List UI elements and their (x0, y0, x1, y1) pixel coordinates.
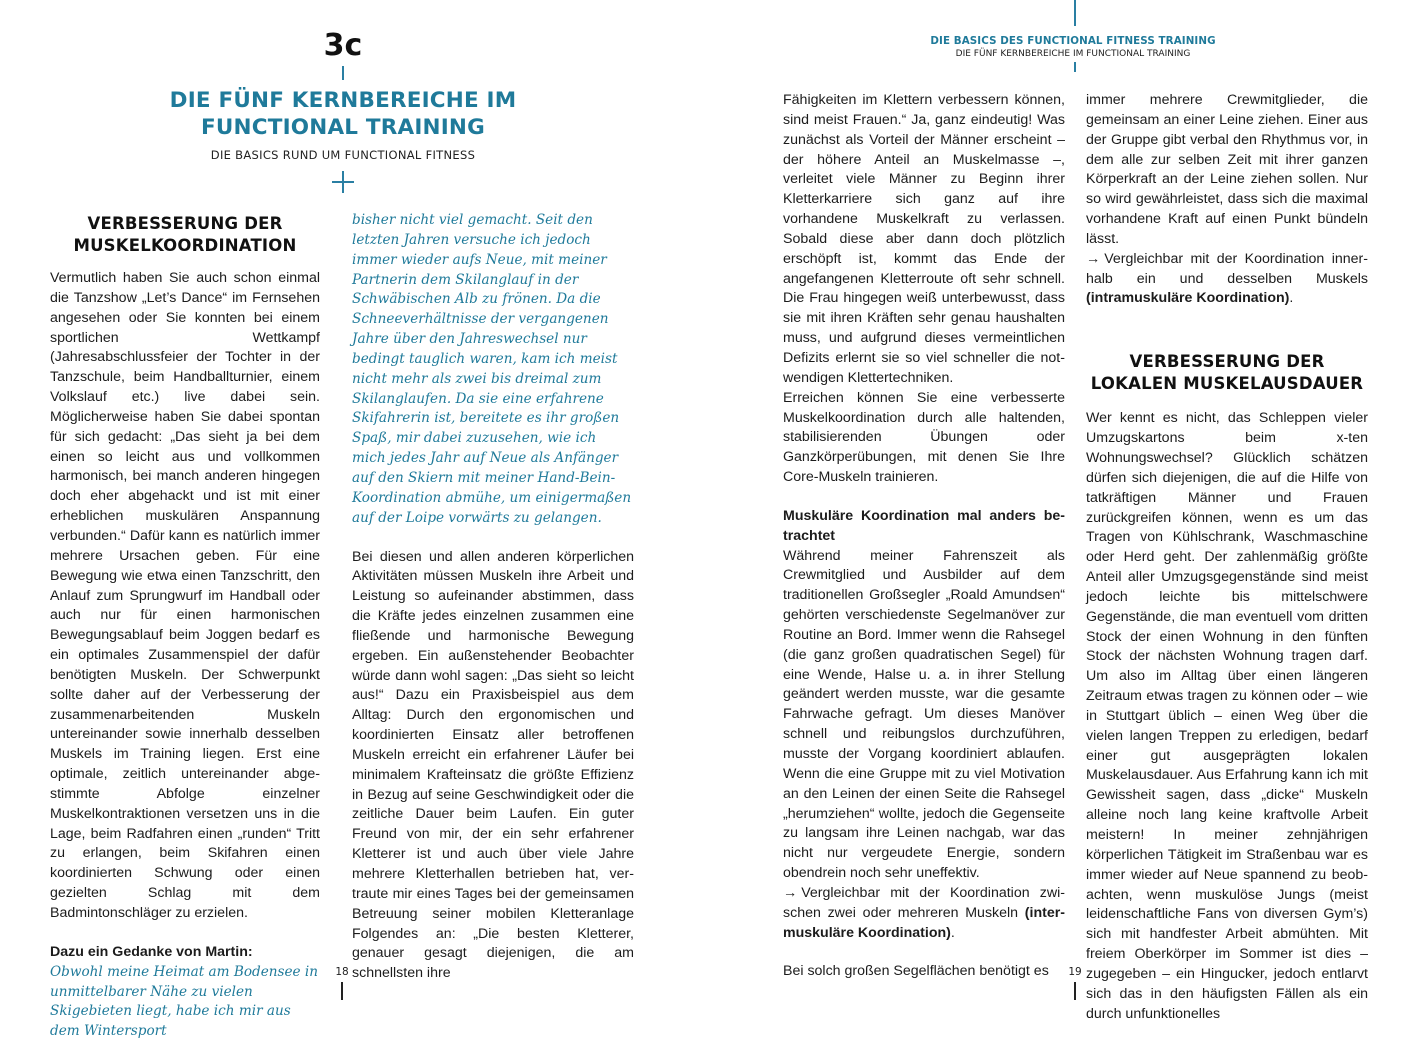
heading-line: VERBESSERUNG DER (87, 214, 283, 233)
arrow-note-bold: (intramuskuläre Koordination) (1086, 290, 1290, 307)
left-page (0, 0, 708, 1040)
body-paragraph: Vermutlich haben Sie auch schon einmal die Tanzshow „Let’s Dance“ im Fernsehen angesehen oder Sie konnten bei einem sportlichen Wettkampf (Jahresabschlussfeier der Tochter in der Tanzschule, beim Handballturnier, einem Volkslauf etc.) live dabei sein. Möglicherweise haben Sie dabei spontan für sich gedacht: „Das sieht ja bei dem einen so leicht aus und vollkommen harmonisch, bei manch anderen hingegen doch eher abgehackt und ist mit einer erheblichen muskulären Anspannung verbunden.“ Dafür kann es natürlich immer mehrere Ursachen geben. Für eine Bewegung wie etwa einen Tanzschritt, den Anlauf zum Sprungwurf im Handball oder auch nur für einen harmonischen Bewegungsablauf beim Joggen bedarf es ein optimales Zusammenspiel der dafür benötigten Muskeln. Der Schwerpunkt sollte daher auf der Verbesserung der zusammenarbeitenden Muskeln untereinander sowie innerhalb desselben Muskels im Training liegen. Erst eine optimale, zeitlich untereinander abgestimmte Abfolge einzelner Muskelkontraktionen versetzen uns in die Lage, beim Radfahren einen „runden“ Tritt zu erlangen, beim Skifahren einen koordinierten Schwung oder einen gezielten Schlag mit dem Badmintonschläger zu erzielen. (50, 270, 320, 921)
heading-line: LOKALEN MUSKELAUSDAUER (1090, 374, 1364, 394)
page-number: 18 (335, 966, 349, 978)
running-head-line-bottom (1074, 62, 1076, 72)
body-paragraph: Erreichen können Sie eine verbesserte Muskelkoordination durch alle haltenden, stabilisierenden Übungen oder Ganzkörperübungen, mit denen Sie Ihre Core-Muskeln trainieren. (783, 389, 1065, 486)
chapter-title-line2: FUNCTIONAL TRAINING (201, 115, 485, 140)
martin-quote-continued: bisher nicht viel gemacht. Seit den letzten Jahren versuche ich jedoch immer wieder aufs Neue, mit meiner Partnerin dem Skilanglauf in der Schwäbischen Alb zu frönen. Da die Schneeverhältnisse der vergangenen Jahre über den Jahreswechsel nur bedingt tauglich waren, kam ich meist nicht mehr als zwei bis dreimal zum Skilanglaufen. Da sie eine erfahrene Skifahrerin ist, bereitete es ihr großen Spaß, mir dabei zuzusehen, wie ich mich jedes Jahr auf Neue als Anfänger auf den Skiern mit meiner Hand-Bein-Koordination abmühe, um einigermaßen auf der Loipe vorwärts zu gelangen. (352, 212, 632, 526)
running-head-line-top (1074, 0, 1076, 26)
running-head (918, 35, 1228, 59)
arrow-note-end: . (950, 924, 955, 941)
page-number-line (1074, 982, 1076, 1000)
left-column-1 (50, 213, 320, 1042)
section-heading-muskelausdauer (1086, 351, 1368, 395)
chapter-subtitle: DIE BASICS RUND UM FUNCTIONAL FITNESS (210, 148, 476, 162)
arrow-note (1086, 250, 1368, 310)
arrow-note-bold: (intermuskuläre Koordination) (783, 904, 1065, 941)
left-column-2 (352, 211, 634, 984)
body-paragraph: Fähigkeiten im Klettern verbessern können, sind meist Frauen.“ Ja, ganz eindeutig! Was zunächst als Vorteil der Männer erscheint – der höhere Anteil an Muskelmasse –, verleitet viele Männer zu Beginn ihrer Kletterkarriere sich ganz auf ihre vorhandene Muskelkraft zu verlassen. Sobald diese aber dann doch plötzlich erschöpft ist, kommt das Ende der angefangenen Kletterroute oft sehr schnell. Die Frau hingegen weiß unterbewusst, dass sie mit ihren Kräften sehr genau haushalten muss, und aufgrund dieses vermeintlichen Defizits erlernt sie so viel schneller die notwendigen Klettertechniken. (783, 92, 1065, 386)
arrow-note (783, 884, 1065, 944)
right-column-2 (1086, 91, 1368, 1024)
martin-quote: Obwohl meine Heimat am Bodensee in unmittelbarer Nähe zu vielen Skigebieten liegt, habe ich mir aus dem Wintersport (50, 963, 318, 1040)
chapter-number: 3c (323, 28, 363, 63)
body-paragraph: Bei solch großen Segelflächen benötigt es (783, 963, 1049, 980)
body-paragraph: Bei diesen und allen anderen körperlichen Aktivitäten müssen Muskeln ihre Arbeit und Leistung so aufeinander abstimmen, dass die Kräfte jedes einzelnen zusammen eine fließende und harmonische Bewegung ergeben. Ein außenstehender Beobachter würde dann wohl sagen: „Das sieht so leicht aus!“ Dazu ein Praxisbeispiel aus dem Alltag: Durch den ergonomischen und koordinierten Einsatz aller betroffenen Muskeln erreicht ein erfahrener Läufer bei minimalem Krafteinsatz die größte Effizienz in Bezug auf seine Geschwindigkeit oder die zeitliche Dauer beim Laufen. Ein guter Freund von mir, der ein sehr erfahrener Kletterer ist und auch über viele Jahre mehrere Kletterhallen betrieben hat, vertraute mir eines Tages bei der gemeinsamen Betreuung seiner mobilen Kletteranlage Folgendes an: „Die besten Kletterer, genauer gesagt diejenigen, die am schnellsten ihre (352, 548, 634, 982)
right-column-1 (783, 91, 1065, 982)
arrow-note-text: Vergleichbar mit der Koordination innerhalb ein und desselben Muskels (1086, 250, 1368, 287)
heading-line: VERBESSERUNG DER (1129, 352, 1325, 372)
martin-label: Dazu ein Gedanke von Martin: (50, 943, 253, 960)
arrow-note-text: Vergleichbar mit der Koordination zwischen zwei oder mehreren Muskeln (783, 884, 1065, 921)
chapter-title-line1: DIE FÜNF KERNBEREICHE IM (169, 88, 517, 113)
divider-line (342, 66, 344, 80)
arrow-right-icon: → (1086, 250, 1101, 267)
body-paragraph: Während meiner Fahrenszeit als Crewmitglied und Ausbilder auf dem traditionellen Großsegler „Roald Amundsen“ gehörten verschiedenste Segelmanöver zur Routine an Bord. Immer wenn die Rahsegel (die ganz großen quadratischen Segel) für eine Wende, Halse u. a. in ihrer Stellung geändert werden musste, war die gesamte Fahrwache gefragt. Um dieses Manöver schnell und reibungslos durchzuführen, musste der Vorgang koordiniert ablaufen. Wenn die eine Gruppe mit zu viel Motivation an den Leinen der einen Seite die Rahsegel „herumziehen“ wollte, jedoch die Gegenseite zu langsam ihre Leinen nachgab, war das nicht nur vergeudete Energie, sondern obendrein noch sehr uneffektiv. (783, 547, 1065, 882)
section-heading-muskelkoordination (50, 213, 320, 257)
running-head-title: DIE BASICS DES FUNCTIONAL FITNESS TRAINING (930, 35, 1216, 47)
arrow-right-icon: → (783, 884, 798, 901)
page-number-line (341, 982, 343, 1000)
chapter-title (0, 87, 686, 141)
subheading-muskulaere-koordination: Muskuläre Koordination mal anders betrachtet (783, 507, 1065, 544)
page-number: 19 (1068, 966, 1082, 978)
heading-line: MUSKELKOORDINATION (73, 236, 297, 255)
body-paragraph: Wer kennt es nicht, das Schleppen vieler Umzugskartons beim x-ten Wohnungswechsel? Glücklich schätzen dürfen sich diejenigen, die auf die Hilfe von tatkräftigen Männer und Frauen zurückgreifen können, wenn es um das Tragen von Kühlschrank, Waschmaschine oder Herd geht. Der zahlenmäßig größte Anteil aller Umzugsgegenstände sind meist jedoch leichte bis mittelschwere Gegenstände, die man eventuell vom dritten Stock der einen Wohnung in den fünften Stock der nächsten Wohnung tragen darf. Um also im Alltag über einen längeren Zeitraum etwas tragen zu können oder – wie in Stuttgart üblich – einen Weg über die vielen langen Treppen zu erledigen, bedarf einer gut ausgeprägten lokalen Muskelausdauer. Aus Erfahrung kann ich mit Gewissheit sagen, dass „dicke“ Muskeln alleine noch lang keine kraftvolle Arbeit meistern! In meiner zehnjährigen körperlichen Tätigkeit im Straßenbau war es immer wieder auf Neue spannend zu beobachten, wenn muskulöse Jungs (meist leidenschaftliche Fans von diversen Gym’s) sich mit handfester Arbeit abmühten. Mit freiem Oberkörper im Sommer ist dies – zugegeben – ein Hingucker, jedoch entlarvt sich das in den häufigsten Fällen als ein durch unfunktionelles (1086, 410, 1368, 1022)
plus-ornament-icon (332, 171, 354, 193)
running-head-subtitle: DIE FÜNF KERNBEREICHE IM FUNCTIONAL TRAINING (955, 49, 1191, 59)
body-paragraph: immer mehrere Crewmitglieder, die gemeinsam an einer Leine ziehen. Einer aus der Gruppe gibt verbal den Rhythmus vor, in dem alle zur selben Zeit mit ihrer ganzen Körperkraft an der Leine ziehen sollen. Nur so wird gewährleistet, dass sich die maximal vorhandene Kraft auf einen Punkt bündeln lässt. (1086, 92, 1368, 247)
arrow-note-end: . (1289, 290, 1294, 307)
